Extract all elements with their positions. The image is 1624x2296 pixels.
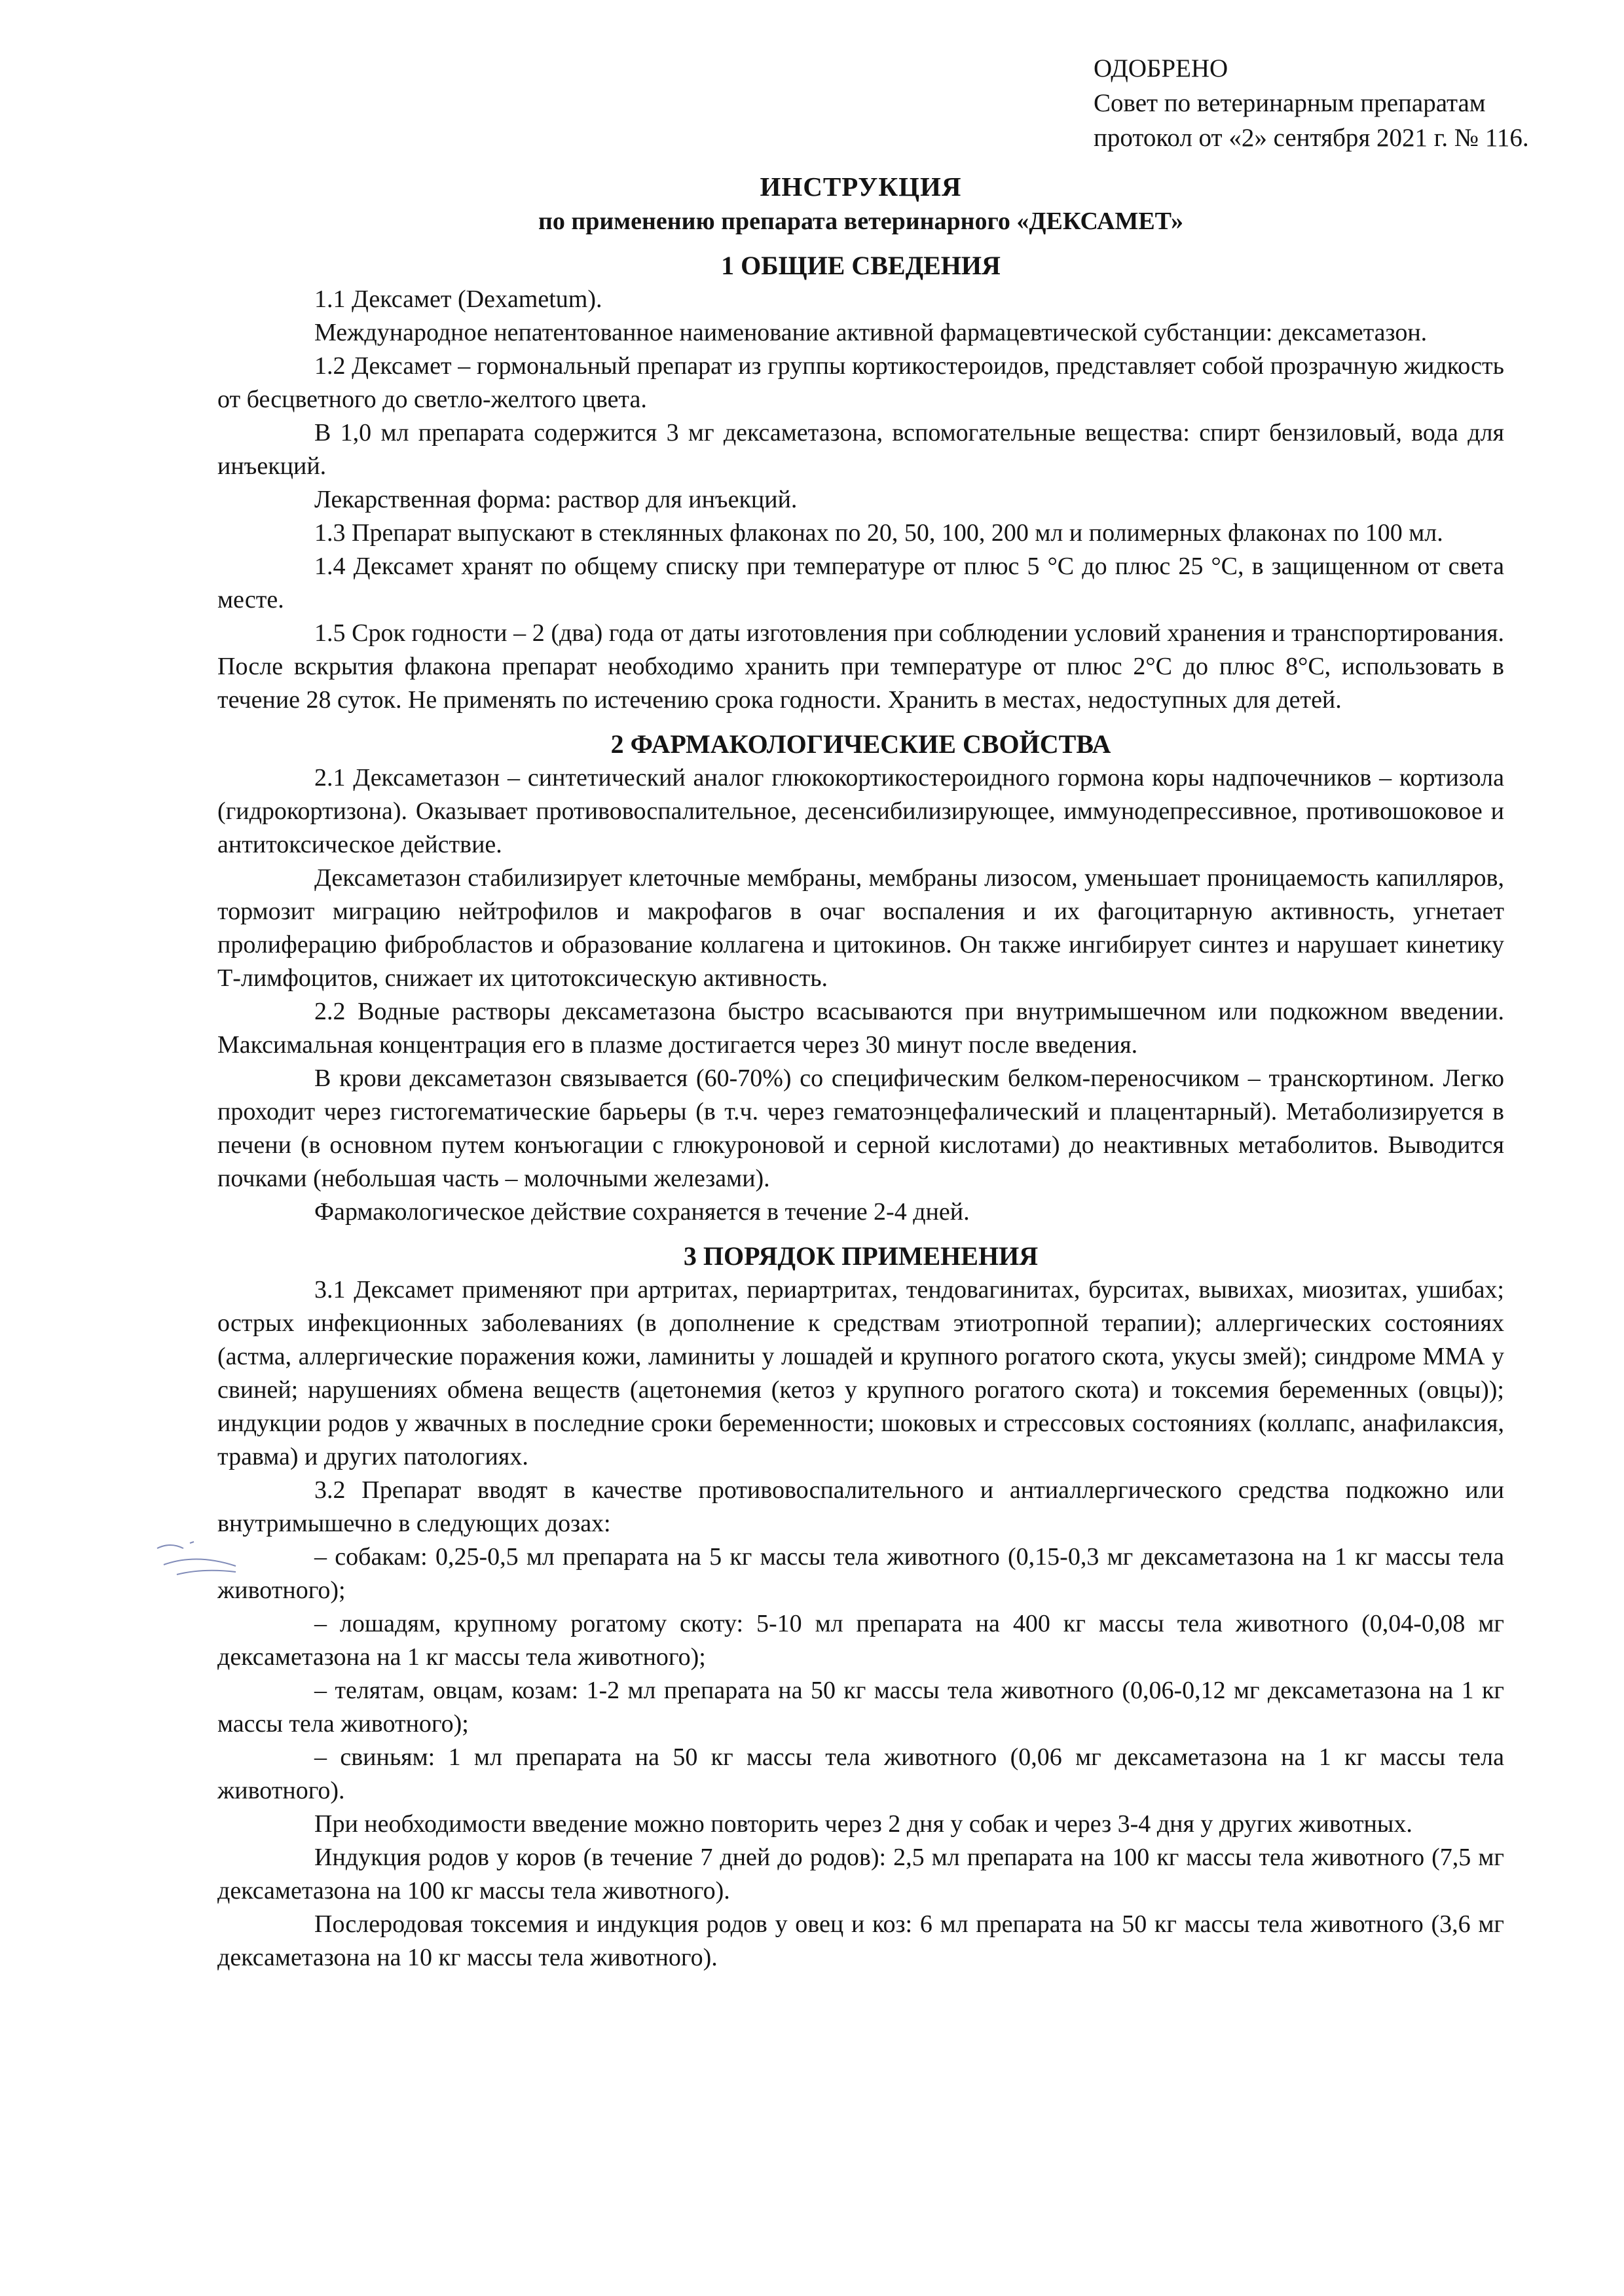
document-title: ИНСТРУКЦИЯ [760, 172, 962, 202]
section-pharmacological-properties [217, 727, 1504, 1229]
paragraph: 2.2 Водные растворы дексаметазона быстро всасываются при внутримышечном или подкожном введении. Максимальная концентрация его в плазме достигается через 30 минут после введения. [217, 998, 1504, 1059]
approval-line-2: Совет по ветеринарным препаратам [1094, 89, 1486, 117]
section-heading: 3 ПОРЯДОК ПРИМЕНЕНИЯ [683, 1241, 1039, 1271]
document-subtitle: по применению препарата ветеринарного «ДЕКСАМЕТ» [538, 208, 1184, 235]
paragraph: Лекарственная форма: раствор для инъекций. [314, 486, 798, 513]
paragraph: В 1,0 мл препарата содержится 3 мг дексаметазона, вспомогательные вещества: спирт бензиловый, вода для инъекций. [217, 419, 1504, 480]
paragraph: 1.2 Дексамет – гормональный препарат из группы кортикостероидов, представляет собой прозрачную жидкость от бесцветного до светло-желтого цвета. [217, 352, 1504, 413]
dose-item: – лошадям, крупному рогатому скоту: 5-10 мл препарата на 400 кг массы тела животного (0,04-0,08 мг дексаметазона на 1 кг массы тела животного); [217, 1610, 1504, 1671]
paragraph: 3.1 Дексамет применяют при артритах, периартритах, тендовагинитах, бурситах, вывихах, миозитах, ушибах; острых инфекционных заболеваниях (в дополнение к средствам этиотропной терапии); аллергических состояниях (астма, аллергические поражения кожи, ламиниты у лошадей и крупного рогатого скота, укусы змей); синдроме ММА у свиней; нарушениях обмена веществ (ацетонемия (кетоз у крупного рогатого скота) и токсемия беременных (овцы)); индукции родов у жвачных в последние сроки беременности; шоковых и стрессовых состояниях (коллапс, анафилаксия, травма) и других патологиях. [217, 1276, 1504, 1470]
paragraph: При необходимости введение можно повторить через 2 дня у собак и через 3-4 дня у других животных. [314, 1810, 1412, 1838]
paragraph: Дексаметазон стабилизирует клеточные мембраны, мембраны лизосом, уменьшает проницаемость капилляров, тормозит миграцию нейтрофилов и макрофагов в очаг воспаления и их фагоцитарную активность, угнетает пролиферацию фибробластов и образование коллагена и цитокинов. Он также ингибирует синтез и нарушает кинетику Т-лимфоцитов, снижает их цитотоксическую активность. [217, 864, 1504, 992]
dose-item: – собакам: 0,25-0,5 мл препарата на 5 кг массы тела животного (0,15-0,3 мг дексаметазона на 1 кг массы тела животного); [217, 1543, 1504, 1604]
dose-item: – телятам, овцам, козам: 1-2 мл препарата на 50 кг массы тела животного (0,06-0,12 мг дексаметазона на 1 кг массы тела животного); [217, 1677, 1504, 1738]
approval-line-1: ОДОБРЕНО [1094, 54, 1228, 82]
paragraph: Международное непатентованное наименование активной фармацевтической субстанции: дексаметазон. [314, 319, 1428, 346]
section-general-info [217, 249, 1504, 717]
section-heading: 1 ОБЩИЕ СВЕДЕНИЯ [721, 251, 1001, 280]
paragraph: 1.1 Дексамет (Dexametum). [314, 285, 602, 313]
margin-pen-mark-icon [151, 1535, 249, 1581]
paragraph: 1.3 Препарат выпускают в стеклянных флаконах по 20, 50, 100, 200 мл и полимерных флаконах по 100 мл. [314, 519, 1443, 547]
section-usage-procedure [217, 1239, 1504, 1975]
paragraph: 1.5 Срок годности – 2 (два) года от даты изготовления при соблюдении условий хранения и транспортирования. После вскрытия флакона препарат необходимо хранить при температуре от плюс 2°C до плюс 8°C, использовать в течение 28 суток. Не применять по истечению срока годности. Хранить в местах, недоступных для детей. [217, 619, 1504, 714]
section-heading: 2 ФАРМАКОЛОГИЧЕСКИЕ СВОЙСТВА [610, 729, 1111, 759]
paragraph: Индукция родов у коров (в течение 7 дней до родов): 2,5 мл препарата на 100 кг массы тела животного (7,5 мг дексаметазона на 100 кг массы тела животного). [217, 1844, 1504, 1904]
dose-item: – свиньям: 1 мл препарата на 50 кг массы тела животного (0,06 мг дексаметазона на 1 кг массы тела животного). [217, 1743, 1504, 1804]
paragraph: Послеродовая токсемия и индукция родов у овец и коз: 6 мл препарата на 50 кг массы тела животного (3,6 мг дексаметазона на 10 кг массы тела животного). [217, 1910, 1504, 1971]
approval-stamp-block [1094, 51, 1624, 155]
paragraph: 3.2 Препарат вводят в качестве противовоспалительного и антиаллергического средства подкожно или внутримышечно в следующих дозах: [217, 1476, 1504, 1537]
document-body [217, 169, 1504, 1975]
paragraph: 1.4 Дексамет хранят по общему списку при температуре от плюс 5 °C до плюс 25 °C, в защищенном от света месте. [217, 553, 1504, 613]
paragraph: В крови дексаметазон связывается (60-70%) со специфическим белком-переносчиком – транскортином. Легко проходит через гистогематические барьеры (в т.ч. через гематоэнцефалический и плацентарный). Метаболизируется в печени (в основном путем конъюгации с глюкуроновой и серной кислотами) до неактивных метаболитов. Выводится почками (небольшая часть – молочными железами). [217, 1065, 1504, 1192]
paragraph: 2.1 Дексаметазон – синтетический аналог глюкокортикостероидного гормона коры надпочечников – кортизола (гидрокортизона). Оказывает противовоспалительное, десенсибилизирующее, иммунодепрессивное, противошоковое и антитоксическое действие. [217, 764, 1504, 858]
paragraph: Фармакологическое действие сохраняется в течение 2-4 дней. [314, 1198, 970, 1226]
approval-line-3: протокол от «2» сентября 2021 г. № 116. [1094, 124, 1529, 152]
